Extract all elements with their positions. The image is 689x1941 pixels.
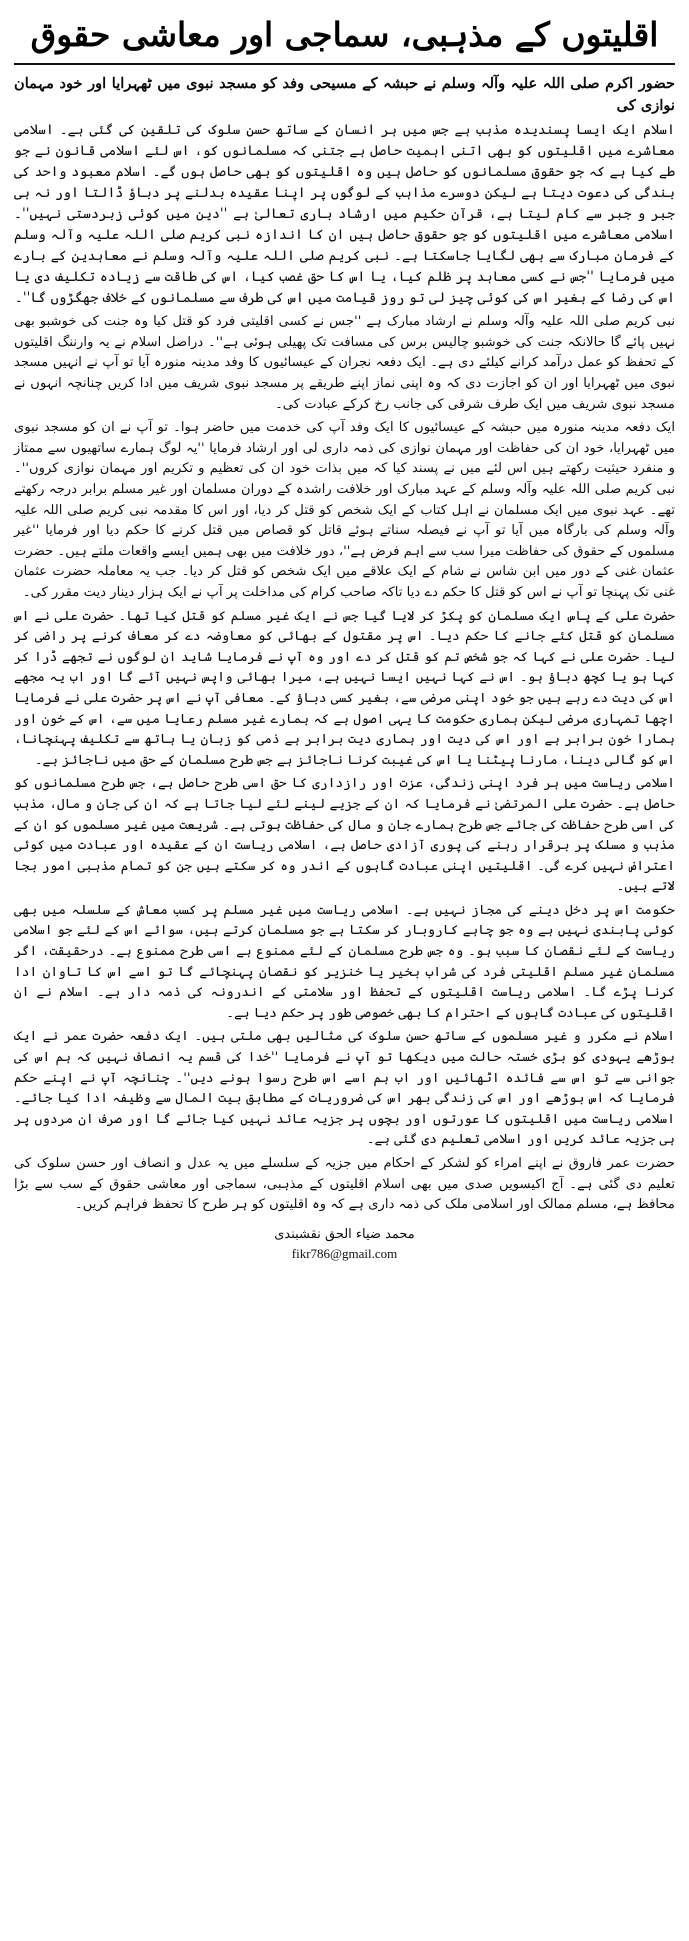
article-body — [14, 73, 675, 1216]
title-divider — [14, 63, 675, 65]
author-email: fikr786@gmail.com — [291, 1245, 398, 1261]
article-lead-paragraph: حضور اکرم صلی اللہ علیہ وآلہ وسلم نے حبشہ کے مسیحی وفد کو مسجد نبوی میں ٹھہرایا اور خود مہمان نوازی کی — [14, 75, 675, 115]
article-paragraph: اسلام نے مکرر و غیر مسلموں کے ساتھ حسن سلوک کی مثالیں بھی ملتی ہیں۔ ایک دفعہ حضرت عمر نے ایک بوڑھے یہودی کو بڑی خستہ حالت میں دیکھا تو آپ نے فرمایا ''خدا کی قسم یہ انصاف نہیں کہ ہم اس کی جوانی سے تو اس سے فائدہ اٹھائیں اور اب ہم اسے اس طرح رسوا ہونے دیں''۔ چنانچہ آپ نے اپنے حکم فرمایا کہ اس بوڑھے اور اس کی زندگی بھر اس کی ضروریات کے مطابق بیت المال سے وظیفہ ادا کیا جائے۔ اسلامی ریاست میں اقلیتوں کا عورتوں اور بچوں پر جزیہ عائد نہیں کیا جائے گا اور صرف ان مردوں پر ہی جزیہ عائد کریں اور اسلامی تعلیم دی گئی ہے۔ — [14, 1029, 675, 1148]
article-paragraph: ایک دفعہ مدینہ منورہ میں حبشہ کے عیسائیوں کا ایک وفد آپ کی خدمت میں حاضر ہوا۔ تو آپ نے ان کو مسجد نبوی میں ٹھہرایا، خود ان کی حفاظت اور مہمان نوازی کی ذمہ داری لی اور ارشاد فرمایا ''یہ لوگ ہمارے ساتھیوں سے ممتاز و منفرد حیثیت رکھتے ہیں اس لئے میں نے پسند کیا کہ میں بذات خود ان کی تعظیم و تکریم اور مہمان نوازی کروں''۔ نبی کریم صلی اللہ علیہ وآلہ وسلم کے عہد مبارک اور خلافت راشدہ کے دوران مسلمان اور غیر مسلم برابر درجہ رکھتے تھے۔ عہد نبوی میں ایک مسلمان نے اہل کتاب کے ایک شخص کو قتل کر دیا، اور اس کا مقدمہ نبی کریم صلی اللہ علیہ وآلہ وسلم کی بارگاہ میں آیا تو آپ نے فیصلہ سناتے ہوئے قاتل کو قصاص میں قتل کرنے کا حکم دیا اور فرمایا ''غیر مسلموں کے حقوق کی حفاظت میرا سب سے اہم فرض ہے''، دور خلافت میں بھی ہمیں ایسے واقعات ملتے ہیں۔ حضرت عثمان غنی کے دور میں ابن شاس نے شام کے ایک علاقے میں ایک شخص کو قتل کر دیا۔ جب یہ معاملہ حضرت عثمان غنی تک پہنچا تو آپ نے اس کو قتل کا حکم دے دیا تاکہ صاحب کرام کی مداخلت پر آپ نے ایک ہزار دینار دیت مقرر کی۔ — [14, 420, 675, 600]
article-paragraph: اسلامی ریاست میں ہر فرد اپنی زندگی، عزت اور رازداری کا حق اسی طرح حاصل ہے، جس طرح مسلمانوں کو حاصل ہے۔ حضرت علی المرتضیٰ نے فرمایا کہ ان کے جزیے لینے لئے لیا جاتا ہے کہ ان کی جان و مال، مذہب کی اسی طرح حفاظت کی جائے جس طرح ہمارے جان و مال کی حفاظت ہوتی ہے۔ شریعت میں غیر مسلموں کو ان کے مذہب و مسلک پر برقرار رہنے کی پوری آزادی حاصل ہے، اسلامی ریاست ان کے عقیدہ اور عبادت میں کوئی اعتراض نہیں کرے گی۔ اقلیتیں اپنی عبادت گاہوں کے اندر وہ کر سکتے ہیں جن کو تمام مذہبی امور بجا لاتے ہیں۔ — [14, 776, 676, 895]
page-title: اقلیتوں کے مذہبی، سماجی اور معاشی حقوق — [30, 15, 659, 54]
article-paragraph: حضرت علی کے پاس ایک مسلمان کو پکڑ کر لایا گیا جس نے ایک غیر مسلم کو قتل کیا تھا۔ حضرت علی نے اس مسلمان کو قتل کئے جانے کا حکم دیا۔ اس پر مقتول کے بھائی کو معاوضہ دے کر معاف کرنے پر راضی کر لیا۔ حضرت علی نے کہا کہ جو شخص تم کو قتل کر دے اور وہ آپ نے فرمایا شاید ان لوگوں نے تجھے ڈرا کر کہا ہو یا کچھ دباؤ ہو۔ اس نے کہا نہیں ایسا نہیں ہے، میرا بھائی واپس نہیں آئے گا اور اب یہ مجھے اس کی دیت دے رہے ہیں جو خود اپنی مرضی سے، بغیر کسی دباؤ کے۔ معافی آپ نے اس پر حضرت علی نے فرمایا اچھا تمہاری مرضی لیکن ہماری حکومت کا یہی اصول ہے کہ ہمارے غیر مسلم رعایا میں سے، اس کے خون اور ہمارا خون برابر ہے اور اس کی دیت اور ہماری دیت برابر ہے ذمی کو زبان یا ہاتھ سے تکلیف پہنچانا، اس کو گالی دینا، مارنا پیٹنا یا اس کی غیبت کرنا ناجائز ہے جس طرح مسلمان کے حق میں ناجائز ہے۔ — [14, 608, 675, 768]
article-paragraph: اسلام ایک ایسا پسندیدہ مذہب ہے جس میں ہر انسان کے ساتھ حسن سلوک کی تلقین کی گئی ہے۔ اسلامی معاشرے میں اقلیتوں کو بھی اتنی اہمیت حاصل ہے جتنی کہ مسلمانوں کو، اس لئے اسلامی قانون نے جو طے کیا ہے کہ جو حقوق مسلمانوں کو حاصل ہیں وہ اقلیتوں کو بھی حاصل ہوں گے۔ اسلام معبود واحد کی بندگی کی دعوت دیتا ہے لیکن دوسرے مذاہب کے لوگوں پر اپنا عقیدہ بدلنے پر دباؤ ڈالتا اور نہ ہی جبر و جبر سے کام لیتا ہے، قرآن حکیم میں ارشاد باری تعالیٰ ہے ''دین میں کوئی زبردستی نہیں''۔ اسلامی معاشرے میں اقلیتوں کو جو حقوق حاصل ہیں ان کا اندازہ نبی کریم صلی اللہ علیہ وآلہ وسلم کے فرمان مبارک سے بھی لگایا جاسکتا ہے۔ نبی کریم صلی اللہ علیہ وآلہ وسلم نے معاہدین کے بارے میں فرمایا ''جس نے کسی معاہد پر ظلم کیا، یا اس کا حق غصب کیا، اس کی طاقت سے زیادہ تکلیف دی یا اس کی رضا کے بغیر اس کی کوئی چیز لی تو روز قیامت میں اس کی طرف سے مسلمانوں کے خلاف جھگڑوں گا''۔ — [14, 122, 675, 307]
author-signature: محمد ضیاء الحق نقشبندی — [274, 1226, 415, 1242]
article-paragraph: حکومت اس پر دخل دینے کی مجاز نہیں ہے۔ اسلامی ریاست میں غیر مسلم پر کسب معاش کے سلسلہ میں بھی کوئی پابندی نہیں ہے وہ جو چاہے کاروبار کر سکتا ہے جو مسلمان کرتے ہیں، سوائے اس کے لئے جو اسلامی ریاست کے لئے نقصان کا سبب ہو۔ وہ جس طرح مسلمان کے لئے ممنوع ہے اسی طرح ممنوع ہے۔ درحقیقت، اگر مسلمان غیر مسلم اقلیتی فرد کی شراب بخیر یا خنزیر کو نقصان پہنچائے گا تو اسے اس کا تاوان ادا کرنا پڑے گا۔ اسلامی ریاست اقلیتوں کے تحفظ اور سلامتی کے اندرونہ کی ذمہ دار ہے۔ اسلام نے ان اقلیتوں کی عبادت گاہوں کے احترام کا بھی خصوصی طور پر حکم دیا ہے۔ — [14, 902, 675, 1021]
article-paragraph: نبی کریم صلی اللہ علیہ وآلہ وسلم نے ارشاد مبارک ہے ''جس نے کسی اقلیتی فرد کو قتل کیا وہ جنت کی خوشبو بھی نہیں پائے گا حالانکہ جنت کی خوشبو چالیس برس کی مسافت تک پھیلی ہوئی ہے''۔ دراصل اسلام نے یہ وارننگ اقلیتوں کے تحفظ کو عمل درآمد کرانے کیلئے دی ہے۔ ایک دفعہ نجران کے عیسائیوں کا وفد مدینہ منورہ آیا تو آپ نے انہیں مسجد نبوی میں ٹھہرایا اور ان کو اجازت دی کہ وہ اپنی نماز اپنے طریقے پر مسجد نبوی شریف میں ادا کریں چنانچہ انہوں نے مسجد نبوی شریف میں ایک طرف شرقی کی جانب رخ کرکے عبادت کی۔ — [14, 314, 675, 412]
article-paragraph: حضرت عمر فاروق نے اپنے امراء کو لشکر کے احکام میں جزیہ کے سلسلے میں یہ عدل و انصاف اور حسن سلوک کی تعلیم دی گئی ہے۔ آج اکیسویں صدی میں بھی اسلام اقلیتوں کے مذہبی، سماجی اور معاشی حقوق کے سب سے بڑا محافظ ہے، مسلم ممالک اور اسلامی ملک کی ذمہ داری ہے کہ وہ اقلیتوں کو ہر طرح کا تحفظ فراہم کریں۔ — [14, 1156, 675, 1213]
